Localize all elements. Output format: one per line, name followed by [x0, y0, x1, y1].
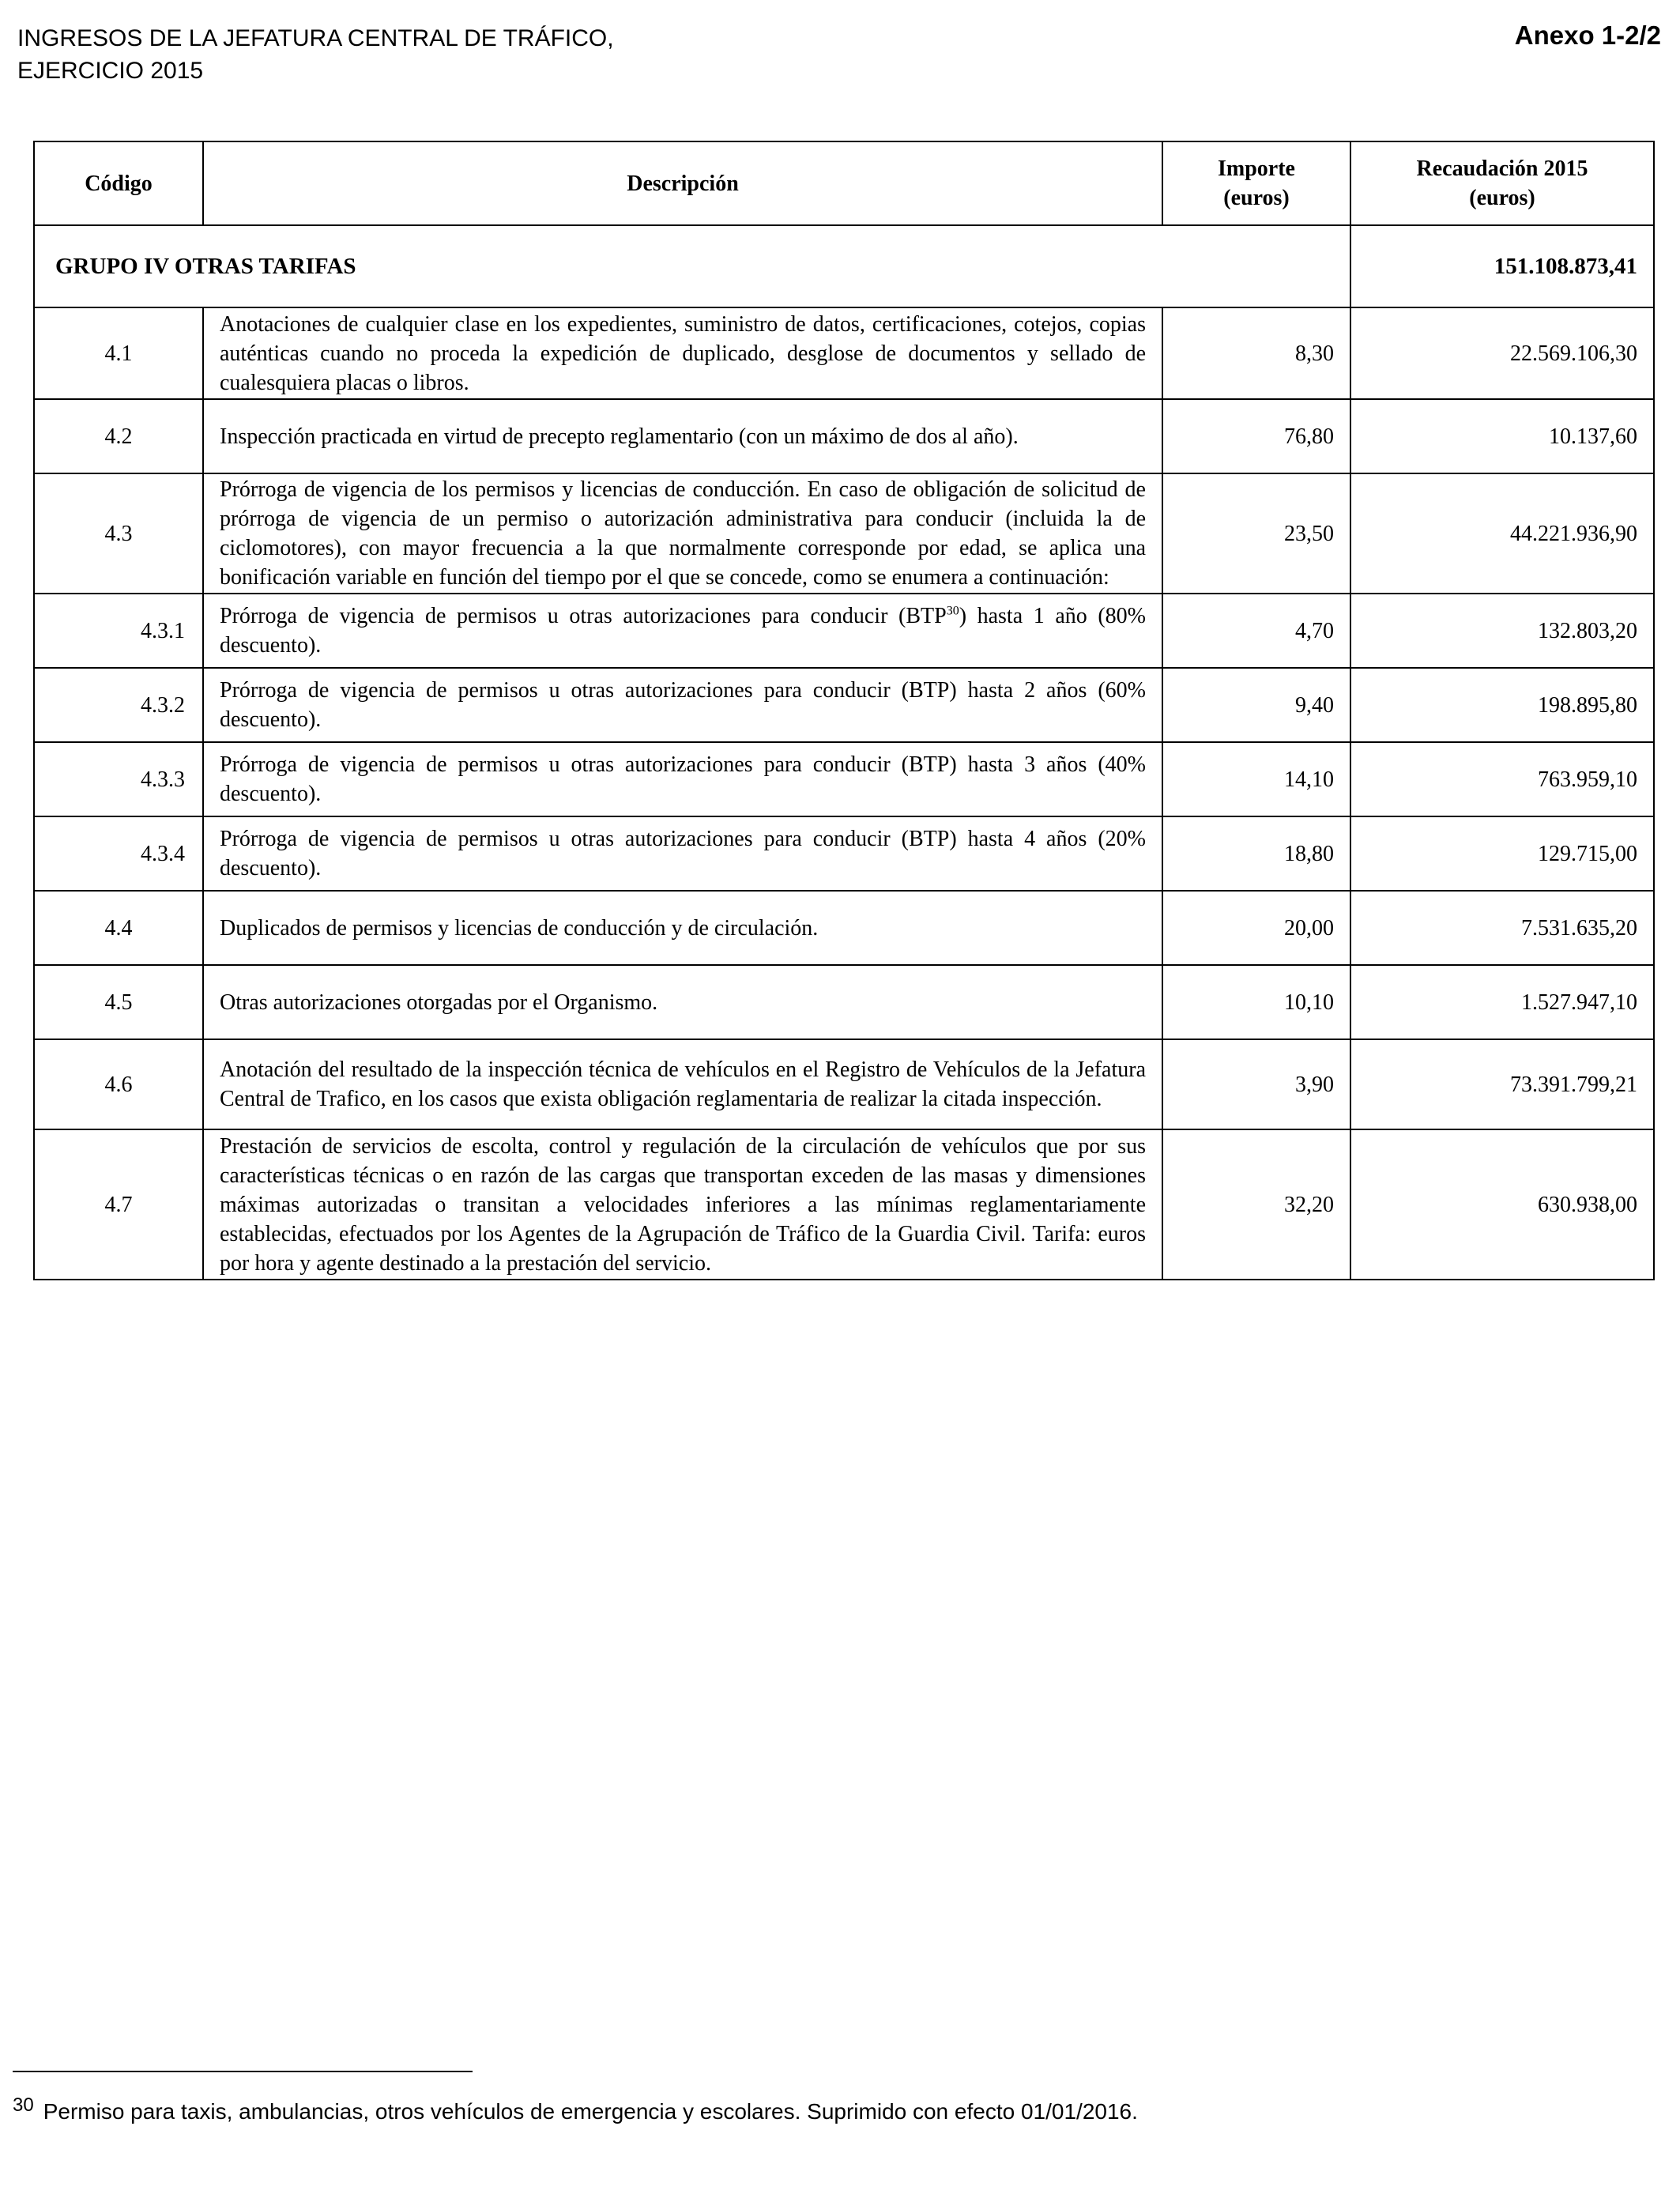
row-description [203, 594, 1162, 668]
table-row [34, 307, 1654, 399]
row-collection: 198.895,80 [1350, 668, 1654, 742]
row-collection: 630.938,00 [1350, 1129, 1654, 1280]
header-collection-line2: (euros) [1469, 186, 1535, 210]
row-amount: 9,40 [1162, 668, 1350, 742]
group-total: 151.108.873,41 [1350, 225, 1654, 307]
row-description: Duplicados de permisos y licencias de conducción y de circulación. [203, 891, 1162, 965]
row-description: Anotación del resultado de la inspección técnica de vehículos en el Registro de Vehículos de la Jefatura Central de Trafico, en los casos que exista obligación reglamentaria de realizar la citada inspección. [203, 1039, 1162, 1129]
header-description: Descripción [203, 141, 1162, 225]
row-amount: 14,10 [1162, 742, 1350, 816]
header-amount-line2: (euros) [1223, 186, 1290, 210]
row-description: Prórroga de vigencia de permisos u otras autorizaciones para conducir (BTP) hasta 2 años (60% descuento). [203, 668, 1162, 742]
footnote-reference: 30 [946, 604, 959, 618]
table-row [34, 965, 1654, 1039]
tariff-table [33, 141, 1655, 1280]
row-description: Otras autorizaciones otorgadas por el Organismo. [203, 965, 1162, 1039]
row-collection: 44.221.936,90 [1350, 473, 1654, 594]
header-amount-line1: Importe [1218, 156, 1295, 181]
row-description: Prestación de servicios de escolta, control y regulación de la circulación de vehículos que por sus características técnicas o en razón de las cargas que transportan exceden de las masas y dimensiones máximas autorizadas o transitan a velocidades inferiores a las mínimas reglamentariamente establecidas, efectuados por los Agentes de la Agrupación de Tráfico de la Guardia Civil. Tarifa: euros por hora y agente destinado a la prestación del servicio. [203, 1129, 1162, 1280]
row-amount: 32,20 [1162, 1129, 1350, 1280]
row-amount: 18,80 [1162, 816, 1350, 891]
row-description: Anotaciones de cualquier clase en los expedientes, suministro de datos, certificaciones, cotejos, copias auténticas cuando no proceda la expedición de duplicado, desglose de documentos y sellado de cualesquiera placas o libros. [203, 307, 1162, 399]
row-code: 4.7 [34, 1129, 203, 1280]
annex-label: Anexo 1-2/2 [1514, 21, 1661, 50]
row-description: Prórroga de vigencia de permisos u otras autorizaciones para conducir (BTP) hasta 3 años (40% descuento). [203, 742, 1162, 816]
table-row [34, 668, 1654, 742]
row-code: 4.5 [34, 965, 203, 1039]
row-description: Inspección practicada en virtud de precepto reglamentario (con un máximo de dos al año). [203, 399, 1162, 473]
document-title [17, 22, 614, 87]
row-collection: 7.531.635,20 [1350, 891, 1654, 965]
group-label: GRUPO IV OTRAS TARIFAS [34, 225, 1350, 307]
row-collection: 132.803,20 [1350, 594, 1654, 668]
row-collection: 1.527.947,10 [1350, 965, 1654, 1039]
row-code: 4.3.1 [34, 594, 203, 668]
table-row [34, 891, 1654, 965]
row-amount: 4,70 [1162, 594, 1350, 668]
row-collection: 129.715,00 [1350, 816, 1654, 891]
row-description-pre: Prórroga de vigencia de permisos u otras autorizaciones para conducir (BTP [220, 604, 947, 628]
table-row [34, 816, 1654, 891]
header-collection [1350, 141, 1654, 225]
table-row [34, 742, 1654, 816]
row-collection: 10.137,60 [1350, 399, 1654, 473]
table-header-row [34, 141, 1654, 225]
row-code: 4.3 [34, 473, 203, 594]
footnote [13, 2094, 1138, 2124]
row-amount: 76,80 [1162, 399, 1350, 473]
row-description: Prórroga de vigencia de permisos u otras autorizaciones para conducir (BTP) hasta 4 años (20% descuento). [203, 816, 1162, 891]
row-amount: 3,90 [1162, 1039, 1350, 1129]
row-code: 4.3.4 [34, 816, 203, 891]
table-row [34, 473, 1654, 594]
row-code: 4.3.2 [34, 668, 203, 742]
title-line-2: EJERCICIO 2015 [17, 58, 204, 84]
row-amount: 10,10 [1162, 965, 1350, 1039]
row-code: 4.6 [34, 1039, 203, 1129]
group-row [34, 225, 1654, 307]
table-row [34, 1039, 1654, 1129]
row-description: Prórroga de vigencia de los permisos y licencias de conducción. En caso de obligación de solicitud de prórroga de vigencia de un permiso o autorización administrativa para conducir (incluida la de ciclomotores), con mayor frecuencia a la que normalmente corresponde por edad, se aplica una bonificación variable en función del tiempo por el que se concede, como se enumera a continuación: [203, 473, 1162, 594]
row-collection: 73.391.799,21 [1350, 1039, 1654, 1129]
row-collection: 22.569.106,30 [1350, 307, 1654, 399]
footnote-separator [13, 2071, 473, 2072]
row-code: 4.1 [34, 307, 203, 399]
row-amount: 8,30 [1162, 307, 1350, 399]
row-code: 4.4 [34, 891, 203, 965]
row-amount: 23,50 [1162, 473, 1350, 594]
header-amount [1162, 141, 1350, 225]
header-collection-line1: Recaudación 2015 [1416, 156, 1588, 181]
header-code: Código [34, 141, 203, 225]
row-collection: 763.959,10 [1350, 742, 1654, 816]
table-row [34, 594, 1654, 668]
footnote-number: 30 [13, 2094, 34, 2116]
table-row [34, 1129, 1654, 1280]
row-code: 4.3.3 [34, 742, 203, 816]
row-description-post: ) hasta 1 año (80% descuento). [220, 604, 1147, 658]
table-row [34, 399, 1654, 473]
footnote-text: Permiso para taxis, ambulancias, otros vehículos de emergencia y escolares. Suprimido con efecto 01/01/2016. [43, 2099, 1138, 2124]
title-line-1: INGRESOS DE LA JEFATURA CENTRAL DE TRÁFICO, [17, 25, 614, 51]
row-code: 4.2 [34, 399, 203, 473]
row-amount: 20,00 [1162, 891, 1350, 965]
